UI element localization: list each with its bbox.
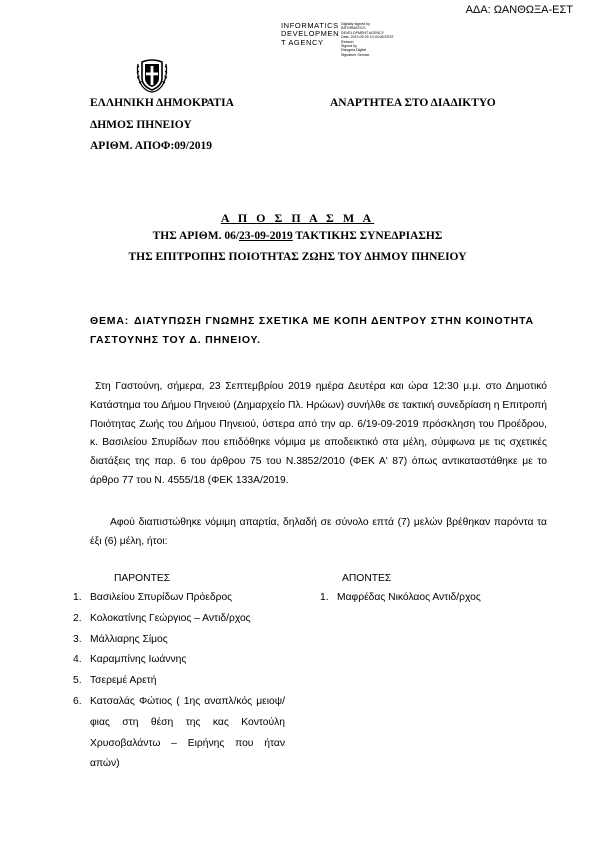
body-paragraph-1: Στη Γαστούνη, σήμερα, 23 Σεπτεμβρίου 2019 ημέρα Δευτέρα και ώρα 12:30 μ.μ. στο Δημοτικό Κατάστημα του Δήμου Πηνειού (Δημαρχείο Πλ. Ηρώων) συνήλθε σε τακτική συνεδρίαση η Επιτροπή Ποιότητας Ζωής του Δήμου Πηνειού, ύστερα από την αρ. 6/19-09-2019 πρόσκληση του Προέδρου, κ. Βασιλείου Σπυρίδων που επιδόθηκε νόμιμα με αποδεικτικό στα μέλη, σύμφωνα με τις σχετικές διατάξεις της παρ. 6 του άρθρου 75 του Ν.3852/2010 (ΦΕΚ Α' 87) όπως αντικαταστάθηκε με το άρθρο 77 του Ν. 4555/18 (ΦΕΚ 133Α/2019. xyxy=(90,381,547,486)
subject-block xyxy=(90,312,547,350)
subject-text: ΔΙΑΤΥΠΩΣΗ ΓΝΩΜΗΣ ΣΧΕΤΙΚΑ ΜΕ ΚΟΠΗ ΔΕΝΤΡΟΥ ΣΤΗΝ ΚΟΙΝΟΤΗΤΑ ΓΑΣΤΟΥΝΗΣ ΤΟΥ Δ. ΠΗΝΕΙΟΥ. xyxy=(90,315,534,346)
present-heading: ΠΑΡΟΝΤΕΣ xyxy=(114,573,171,584)
header-municipality: ΔΗΜΟΣ ΠΗΝΕΙΟΥ xyxy=(90,119,192,131)
title-session-suffix: ΤΑΚΤΙΚΗΣ ΣΥΝΕΔΡΙΑΣΗΣ xyxy=(292,230,443,242)
header-decision-number: ΑΡΙΘΜ. ΑΠΟΦ:09/2019 xyxy=(90,140,212,152)
stamp-signature-details: Digitally signed by INFORMATICS DEVELOPMENT AGENCY Date: 2019.09.25 10:33:08 EEST Reason: Signed by Diavgeia Digital Signature Service xyxy=(341,22,394,57)
ada-code: ΑΔΑ: ΩΑΝΘΩΞΑ-ΕΣΤ xyxy=(465,4,573,16)
document-title: Α Π Ο Σ Π Α Σ Μ Α xyxy=(220,211,375,225)
title-committee-line: ΤΗΣ ΕΠΙΤΡΟΠΗΣ ΠΟΙΟΤΗΤΑΣ ΖΩΗΣ ΤΟΥ ΔΗΜΟΥ ΠΗΝΕΙΟΥ xyxy=(128,251,467,263)
title-session-line xyxy=(0,230,595,242)
absent-list: 1. Μαφρέδας Νικόλαος Αντιδ/ρχος xyxy=(320,592,481,603)
title-session-date: 23-09-2019 xyxy=(239,230,293,242)
present-list: 1. Βασιλείου Σπυρίδων Πρόεδρος 2. Κολοκατίνης Γεώργιος – Αντιδ/ρχος 3. Μάλλιαρης Σίμος 4. Καραμπίνης Ιωάννης 5. Τσερεμέ Αρετή 6. Κατσαλάς Φώτιος ( 1ης αναπλ/κός μειοψ/φιας στη θέση της κας Κοντούλη Χρυσοβαλάντω – Ειρήνης που ήταν απών) xyxy=(73,592,285,770)
subject-label: ΘΕΜΑ: xyxy=(90,315,129,327)
greek-coat-of-arms-emblem xyxy=(134,52,170,94)
header-republic: ΕΛΛΗΝΙΚΗ ΔΗΜΟΚΡΑΤΙΑ xyxy=(90,97,234,109)
stamp-agency-text: INFORMATICS DEVELOPMEN T AGENCY xyxy=(281,21,340,47)
absent-heading: ΑΠΟΝΤΕΣ xyxy=(342,573,392,584)
header-post-online: ΑΝΑΡΤΗΤΕΑ ΣΤΟ ΔΙΑΔΙΚΤΥΟ xyxy=(330,97,496,109)
title-session-prefix: ΤΗΣ ΑΡΙΘΜ. 06/ xyxy=(152,230,240,242)
body-paragraph-2: Αφού διαπιστώθηκε νόμιμη απαρτία, δηλαδή σε σύνολο επτά (7) μελών βρέθηκαν παρόντα τα έξι (6) μέλη, ήτοι: xyxy=(90,517,547,547)
